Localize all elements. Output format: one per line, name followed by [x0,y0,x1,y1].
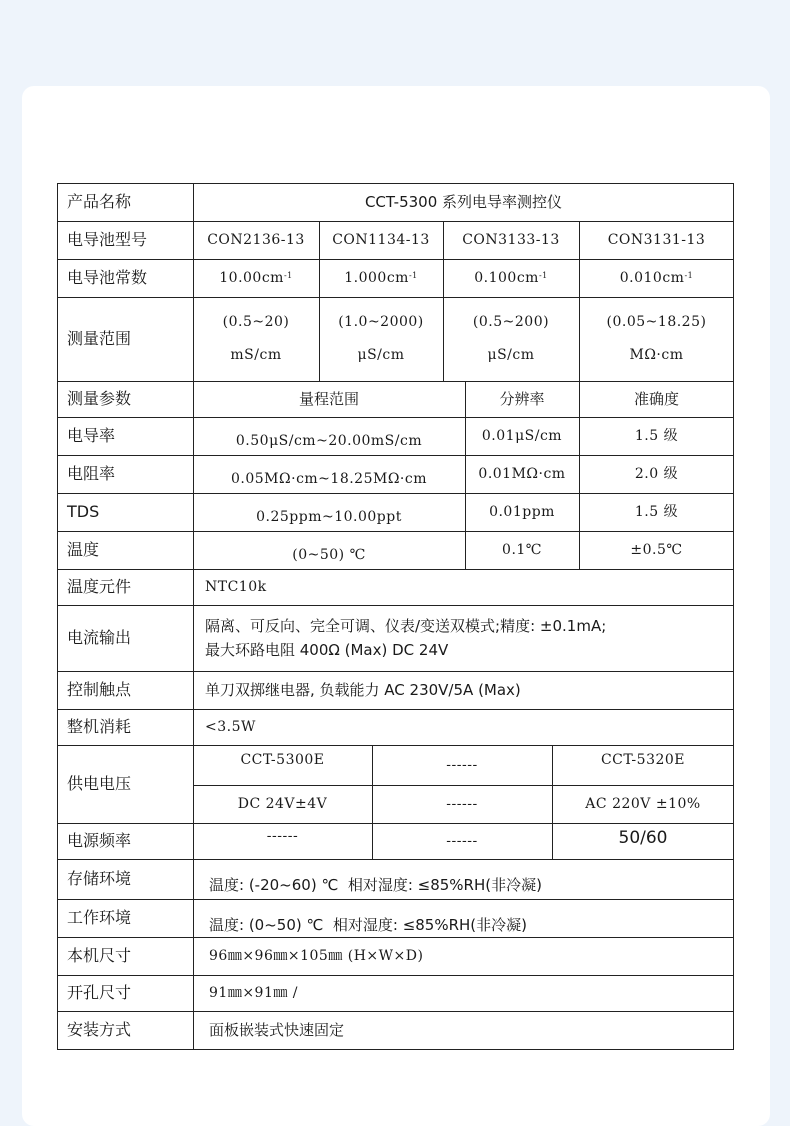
param-header-resolution: 分辨率 [499,389,545,408]
control-contact-value: 单刀双掷继电器, 负载能力 AC 230V/5A (Max) [205,680,521,699]
size-value: 96㎜×96㎜×105㎜ (H×W×D) [209,947,424,964]
resistivity-range: 0.05MΩ·cm~18.25MΩ·cm [231,470,427,487]
cell-model-3: CON3133-13 [462,231,560,248]
range-label: 测量范围 [67,329,132,349]
range-4: (0.05~18.25) MΩ·cm [606,314,707,363]
power-frequency-label: 电源频率 [67,831,132,851]
cutout-value: 91㎜×91㎜ / [209,984,299,1001]
work-env-value: 温度: (0~50) ℃ 相对湿度: ≤85%RH(非冷凝) [209,915,528,934]
resistivity-resolution: 0.01MΩ·cm [478,465,566,482]
cell-constant-label: 电导池常数 [67,268,148,288]
conductivity-resolution: 0.01μS/cm [481,427,563,444]
tds-resolution: 0.01ppm [489,503,555,520]
cell-model-label: 电导池型号 [67,230,148,250]
product-name-value: CCT-5300 系列电导率测控仪 [364,192,563,211]
range-2: (1.0~2000) μS/cm [338,314,424,363]
temperature-label: 温度 [67,540,100,560]
resistivity-label: 电阻率 [67,464,116,484]
tds-label: TDS [67,502,100,521]
power-frequency-2: ------ [446,832,478,849]
power-consumption-label: 整机消耗 [67,717,132,737]
cutout-label: 开孔尺寸 [67,983,132,1003]
param-header-accuracy: 准确度 [633,389,679,408]
power-frequency-3: 50/60 [618,828,668,848]
supply-voltage-model-1: CCT-5300E [240,752,325,768]
cell-constant-3: 0.100cm $^{-1}$ [474,269,548,286]
cell-model-1: CON2136-13 [207,231,305,248]
product-name-label: 产品名称 [67,192,132,212]
conductivity-accuracy: 1.5 级 [634,427,679,444]
install-label: 安装方式 [67,1020,132,1040]
supply-voltage-label: 供电电压 [67,774,132,794]
cell-constant-2: 1.000cm $^{-1}$ [344,269,418,286]
install-value: 面板嵌装式快速固定 [209,1020,345,1039]
cell-constant-4: 0.010cm $^{-1}$ [619,269,694,286]
storage-env-label: 存储环境 [67,869,132,889]
supply-voltage-value-1: DC 24V±4V [237,795,328,812]
temperature-accuracy: ±0.5℃ [630,541,683,558]
supply-voltage-value-2: ------ [446,795,478,812]
control-contact-label: 控制触点 [67,680,132,700]
power-consumption-value: <3.5W [205,718,256,735]
temperature-range: (0~50) ℃ [292,546,366,563]
conductivity-label: 电导率 [67,426,116,446]
spec-table [57,183,734,1049]
temp-element-label: 温度元件 [67,577,132,597]
work-env-label: 工作环境 [67,908,132,928]
tds-accuracy: 1.5 级 [634,503,679,520]
cell-model-4: CON3131-13 [607,231,706,248]
resistivity-accuracy: 2.0 级 [634,465,679,482]
supply-voltage-model-2: ------ [446,756,478,773]
current-output-label: 电流输出 [67,628,132,648]
range-1: (0.5~20) mS/cm [222,314,290,363]
cell-constant-1: 10.00cm $^{-1}$ [219,269,293,286]
tds-range: 0.25ppm~10.00ppt [256,508,402,525]
cell-model-2: CON1134-13 [332,231,430,248]
param-header-label: 测量参数 [67,389,132,409]
current-output-value: 隔离、可反向、完全可调、仪表/变送双模式;精度: ±0.1mA; 最大环路电阻 400Ω (Max) DC 24V [205,616,607,659]
range-3: (0.5~200) μS/cm [472,314,550,363]
conductivity-range: 0.50μS/cm~20.00mS/cm [235,432,423,449]
storage-env-value: 温度: (-20~60) ℃ 相对湿度: ≤85%RH(非冷凝) [209,875,542,894]
temp-element-value: NTC10k [205,578,267,595]
param-header-range: 量程范围 [298,389,359,408]
supply-voltage-model-3: CCT-5320E [600,752,686,768]
power-frequency-1: ------ [266,828,299,844]
supply-voltage-value-3: AC 220V ±10% [585,795,701,812]
temperature-resolution: 0.1℃ [502,541,542,558]
size-label: 本机尺寸 [67,946,132,966]
